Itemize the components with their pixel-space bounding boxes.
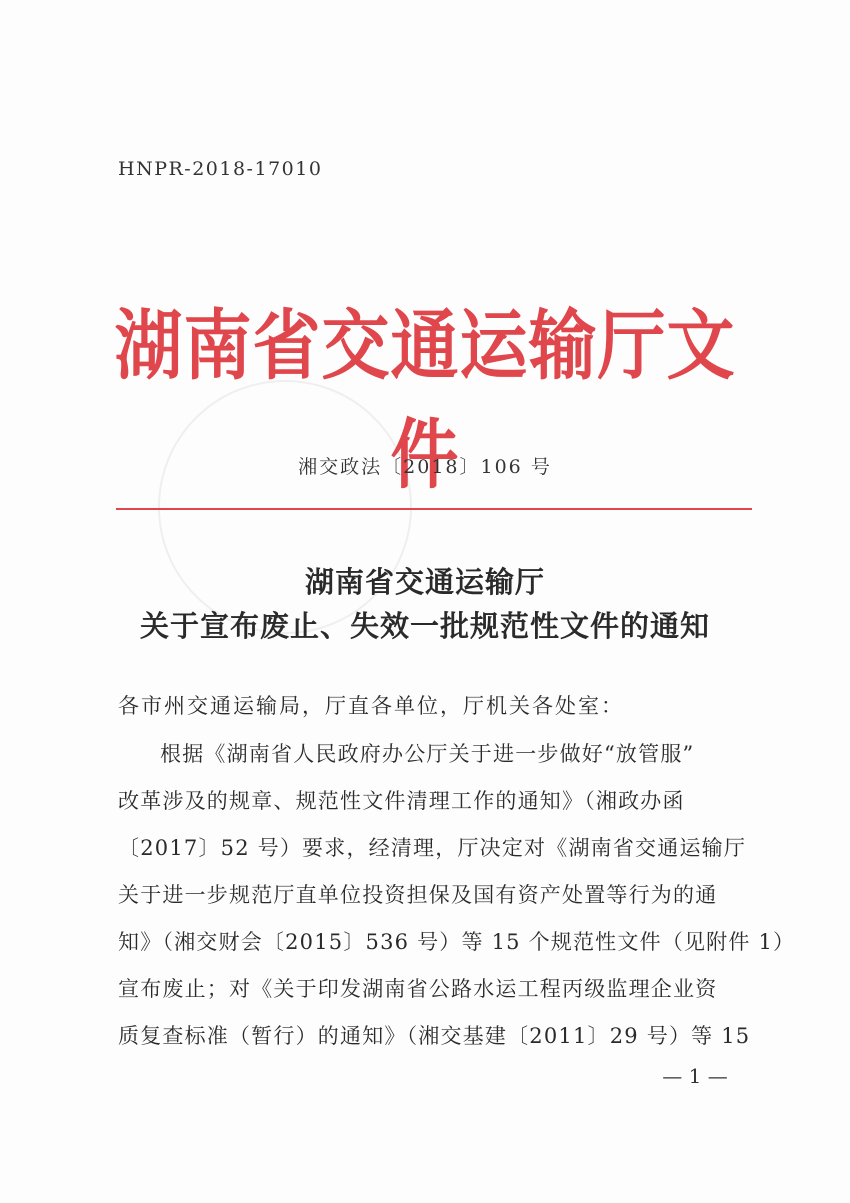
red-divider-line [116,508,752,510]
document-number: 湘交政法〔2018〕106 号 [298,456,552,478]
body-line-2: 改革涉及的规章、规范性文件清理工作的通知》（湘政办函 [118,789,685,813]
body-line-1: 根据《湖南省人民政府办公厅关于进一步做好“放管服” [160,742,695,766]
document-code: HNPR-2018-17010 [118,158,323,180]
notice-title-line-2: 关于宣布废止、失效一批规范性文件的通知 [139,609,710,643]
body-line-7: 质复查标准（暂行）的通知》（湘交基建〔2011〕29 号）等 15 [118,1024,751,1048]
body-line-3: 〔2017〕52 号）要求，经清理，厅决定对《湖南省交通运输厅 [118,836,747,860]
body-line-4: 关于进一步规范厅直单位投资担保及国有资产处置等行为的通 [118,883,718,907]
body-line-5: 知》（湘交财会〔2015〕536 号）等 15 个规范性文件（见附件 1） [118,930,796,954]
notice-title-line-1: 湖南省交通运输厅 [304,565,545,599]
body-line-6: 宣布废止；对《关于印发湖南省公路水运工程丙级监理企业资 [118,977,718,1001]
page-number: — 1 — [662,1064,728,1088]
issuer-header-title: 湖南省交通运输厅文件 [114,302,736,500]
salutation: 各市州交通运输局，厅直各单位，厅机关各处室： [118,694,624,718]
